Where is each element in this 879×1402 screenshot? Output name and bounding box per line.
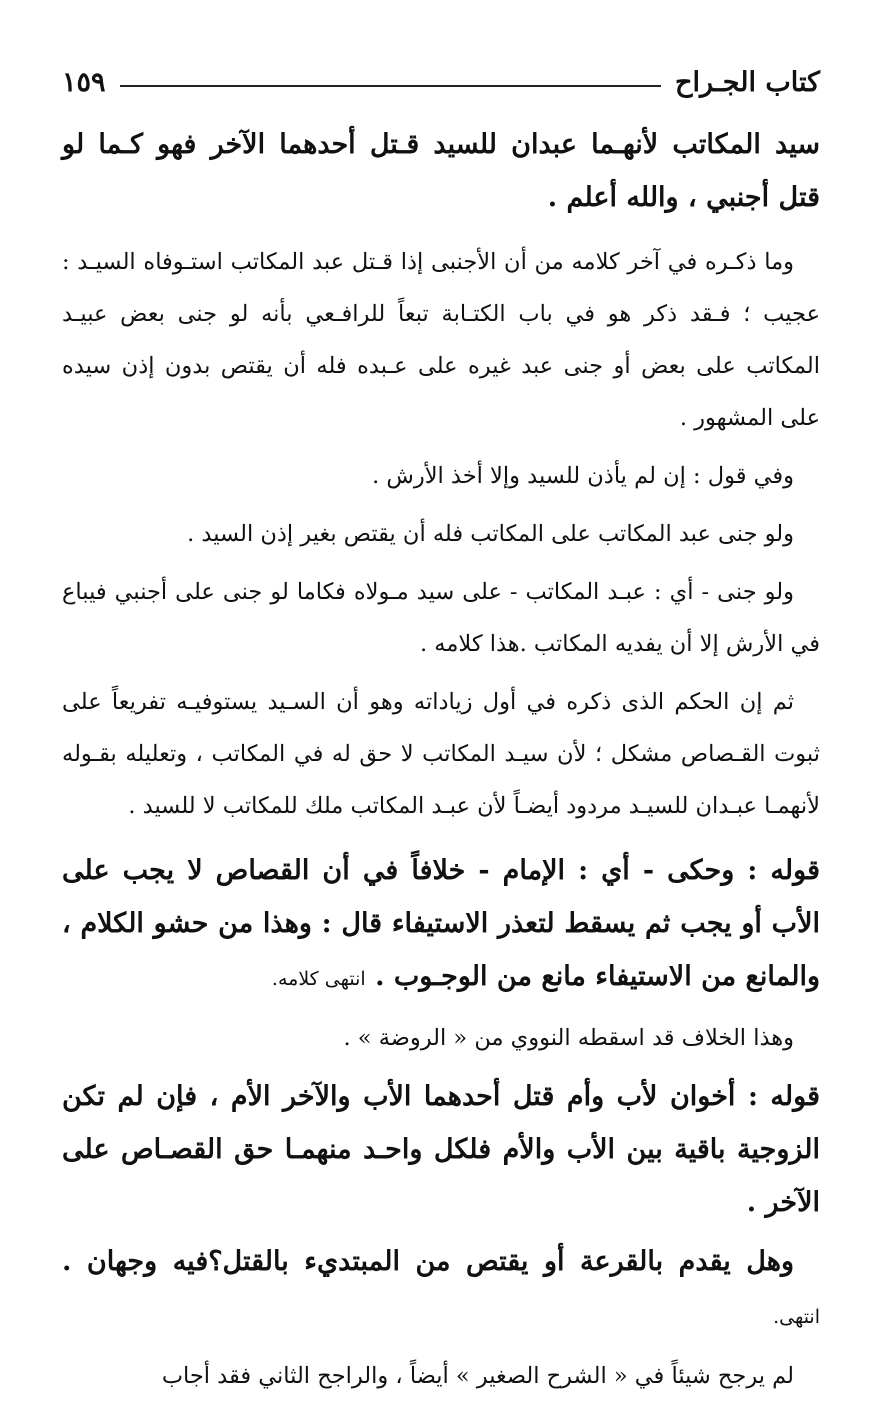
paragraph-11: لم يرجح شيئاً في « الشرح الصغير » أيضاً ، والراجح الثاني فقد أجاب (161, 1363, 794, 1389)
paragraph-7: قوله : وحكى - أي : الإمام - خلافاً في أن القصاص لا يجب على الأب أو يجب ثم يسقط لتعذر الاستيفاء قال : وهذا من حشو الكلام ، والمانع من الاستيفاء مانع من الوجـوب . انتهى كلامه. (62, 855, 820, 992)
paragraph-5: ولو جنى - أي : عبـد المكاتب - على سيد مـولاه فكاما لو جنى على أجنبي فيباع في الأرش إلا أن يفديه المكاتب .هذا كلامه . (62, 579, 820, 657)
paragraph-6: ثم إن الحكم الذى ذكره في أول زياداته وهو أن السـيد يستوفيـه تفريعاً على ثبوت القـصاص مشكل ؛ لأن سيـد المكاتب لا حق له في المكاتب ، وتعليله بقـوله لأنهمـا عبـدان للسيـد مردود أيضـاً لأن عبـد المكاتب ملك للمكاتب لا للسيد . (62, 689, 820, 819)
paragraph-3: وفي قول : إن لم يأذن للسيد وإلا أخذ الأرش . (372, 463, 794, 489)
paragraph-10-tail: انتهى. (773, 1306, 820, 1328)
header-rule (120, 85, 662, 87)
page-header (62, 60, 820, 104)
paragraph-7-tail: انتهى كلامه. (271, 968, 366, 990)
page-body (62, 118, 820, 1402)
page-number: ١٥٩ (62, 66, 106, 98)
paragraph-1: سيد المكاتب لأنهـما عبدان للسيد قـتل أحدهما الآخر فهو كـما لو قتل أجنبي ، والله أعلم . (62, 129, 820, 213)
paragraph-4: ولو جنى عبد المكاتب على المكاتب فله أن يقتص بغير إذن السيد . (187, 521, 794, 547)
paragraph-10: وهل يقدم بالقرعة أو يقتص من المبتديء بالقتل؟فيه وجهان . انتهى. (62, 1246, 820, 1328)
paragraph-8: وهذا الخلاف قد اسقطه النووي من « الروضة » . (343, 1025, 794, 1051)
paragraph-2: وما ذكـره في آخر كلامه من أن الأجنبى إذا قـتل عبد المكاتب استـوفاه السيـد : عجيب ؛ فـقد ذكر هو في باب الكتـابة تبعاً للرافـعي بأنه لو جنى بعض عبيـد المكاتب على بعض أو جنى عبد غيره على عـبده فله أن يقتص بدون إذن سيده على المشهور . (62, 249, 820, 431)
paragraph-9: قوله : أخوان لأب وأم قتل أحدهما الأب والآخر الأم ، فإن لم تكن الزوجية باقية بين الأب والأم فلكل واحـد منهمـا حق القصـاص على الآخر . (62, 1081, 820, 1218)
running-title: كتاب الجـراح (675, 66, 820, 98)
